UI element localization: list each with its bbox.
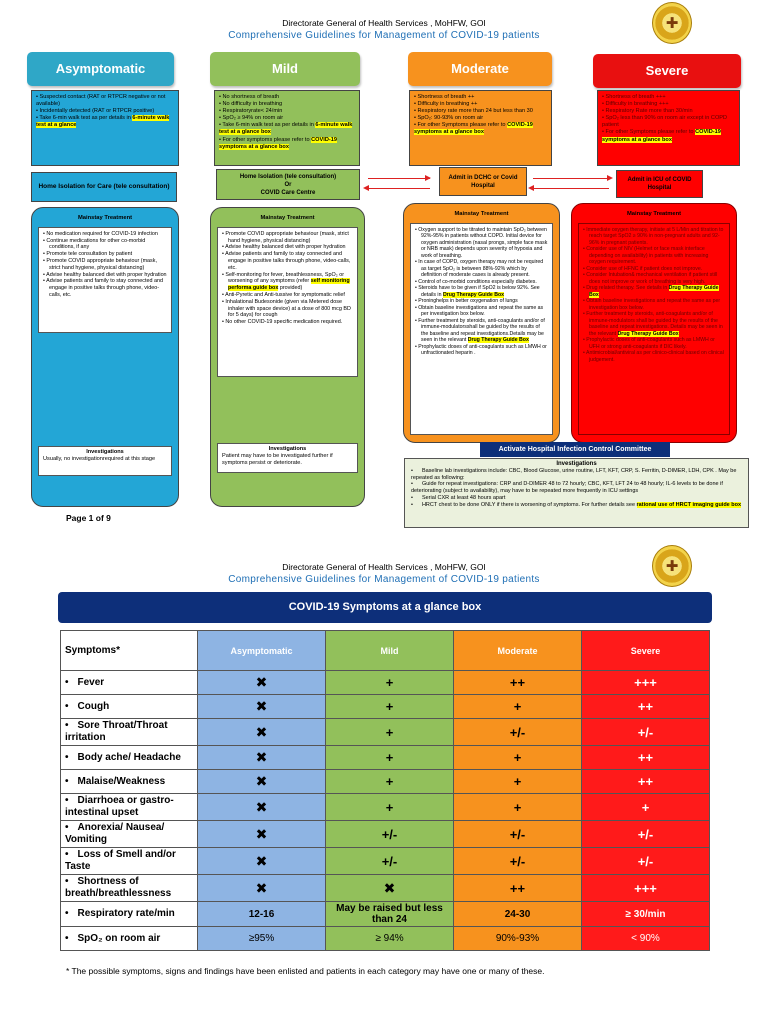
page2-subtitle: Comprehensive Guidelines for Management of COVID-19 patients bbox=[228, 574, 540, 585]
symptoms-mild: • No shortness of breath • No difficulty in breathing • Respiratoryrate< 24/min • SpO₂ ≥ 94% on room air • Take 6-min walk test as per details in 6-minute walk test at a glance box • For other symptoms please refer to COVID-19 symptoms at a glance box bbox=[214, 90, 360, 166]
table-cell: ✖ bbox=[198, 794, 326, 821]
table-cell: +++ bbox=[582, 875, 710, 902]
arrow-left-icon bbox=[368, 188, 430, 189]
table-cell: ✖ bbox=[198, 746, 326, 770]
arrow-right-icon bbox=[368, 178, 430, 179]
arrow-right-icon bbox=[533, 178, 609, 179]
table-cell: +/- bbox=[582, 821, 710, 848]
table-row bbox=[61, 695, 710, 719]
table-cell: ++ bbox=[454, 671, 582, 695]
table-cell: ++ bbox=[582, 746, 710, 770]
table-cell: May be raised but less than 24 bbox=[326, 902, 454, 927]
category-severe: Severe bbox=[593, 54, 741, 88]
symptoms-moderate: • Shortness of breath ++ • Difficulty in breathing ++ • Respiratory rate more than 24 but less than 30 • SpO₂: 90-93% on room air • For other Symptoms please refer to COVID-19 symptoms at a glance box bbox=[409, 90, 552, 166]
table-cell: + bbox=[326, 695, 454, 719]
table-cell: + bbox=[326, 719, 454, 746]
table-cell: +/- bbox=[454, 848, 582, 875]
table-row bbox=[61, 848, 710, 875]
footnote: * The possible symptoms, signs and findings have been enlisted and patients in each category may have one or many of these. bbox=[66, 966, 545, 976]
table-cell: < 90% bbox=[582, 927, 710, 951]
table-cell: + bbox=[454, 695, 582, 719]
treatment-severe: Mainstay Treatment • Immediate oxygen therapy, initiate at 5 L/Min and titration to reach target SpO2 ≥ 90% in non-pregnant adults and 92-96% in pregnant patients. • Consider use of NIV (Helmet or face mask interface depending on availability) in patients with increasing oxygen requirement. • Consider use of HFNC if patient does not improve. • Consider Intubation& mechanical ventilation if patient still does not improve or work of breathing is very high. • Drug related therapy. See details in Drug Therapy Guide Box • Obtain baseline investigations and repeat the same as per investigation box below. • Further treatment by steroids, anti-coagulants and/or of immune-modulators shall be guided by the results of the baseline and repeat investigations. Details may be seen in the relevant Drug Therapy Guide Box • Prophylactic doses of anti-coagulants such as LMWH or UFH or strong anti-coagulants if DIC likely. • Antimicrobial/antiviral as per clinico-clinical based on clinical judgement. bbox=[571, 203, 737, 443]
table-row-label: • Fever bbox=[61, 671, 198, 695]
table-cell: ✖ bbox=[198, 770, 326, 794]
symptoms-severe: • Shortness of breath +++ • Difficulty in breathing +++ • Respiratory Rate more than 30/min • SpO₂ less than 90% on room air except in COPD patient • For other Symptoms please refer to COVID-19 symptoms at a glance box bbox=[597, 90, 740, 166]
table-cell: ✖ bbox=[198, 848, 326, 875]
table-row-label: • SpO₂ on room air bbox=[61, 927, 198, 951]
emblem-icon: ✚ bbox=[652, 545, 692, 587]
treatment-moderate: Mainstay Treatment • Oxygen support to be titrated to maintain SpO₂ between 92%-95% in patients without COPD. Initial device for oxygen administration (nasal prongs, simple face mask or NRB mask) depends upon severity of hypoxia and work of breathing. • In case of COPD, oxygen therapy may not be required as target SpO₂ is between 88%-92% which by definition of moderate cases is already present. • Control of co-morbid conditions especially diabetes. • Steroids have to be given if SpO2 is below 92%. See details in Drug Therapy Guide Box • Proninghelps in better oxygenation of lungs • Obtain baseline investigations and repeat the same as per investigation box below. • Further treatment by steroids, anti-coagulants and/or of immune-modulatorsshall be guided by the results of the baseline and repeat investigations.Details may be seen in the relevant Drug Therapy Guide Box • Prophylactic doses of anti-coagulants such as LMWH or unfractionated heparin . bbox=[403, 203, 560, 443]
table-cell: +/- bbox=[582, 848, 710, 875]
table-cell: ✖ bbox=[198, 671, 326, 695]
table-cell: ++ bbox=[454, 875, 582, 902]
table-cell: + bbox=[326, 671, 454, 695]
table-header: Severe bbox=[582, 631, 710, 671]
table-row-label: • Body ache/ Headache bbox=[61, 746, 198, 770]
table-header: Asymptomatic bbox=[198, 631, 326, 671]
table-row-label: • Shortness of breath/breathlessness bbox=[61, 875, 198, 902]
table-cell: +/- bbox=[454, 821, 582, 848]
care-asymptomatic: Home Isolation for Care (tele consultation) bbox=[31, 172, 177, 202]
table-cell: ✖ bbox=[198, 695, 326, 719]
care-moderate: Admit in DCHC or Covid Hospital bbox=[439, 167, 527, 196]
category-moderate: Moderate bbox=[408, 52, 552, 86]
page1-subtitle: Comprehensive Guidelines for Management of COVID-19 patients bbox=[228, 30, 540, 41]
table-row bbox=[61, 875, 710, 902]
table-row-label: • Loss of Smell and/or Taste bbox=[61, 848, 198, 875]
emblem-icon: ✚ bbox=[652, 2, 692, 44]
table-header: Symptoms* bbox=[61, 631, 198, 671]
table-row bbox=[61, 794, 710, 821]
table-cell: ≥ 94% bbox=[326, 927, 454, 951]
table-row-label: • Sore Throat/Throat irritation bbox=[61, 719, 198, 746]
table-row bbox=[61, 719, 710, 746]
symptoms-banner: COVID-19 Symptoms at a glance box bbox=[58, 592, 712, 623]
symptoms-asymptomatic: • Suspected contact (RAT or RTPCR negative or not available) • Incidentally detected (RAT or RTPCR positive) • Take 6-min walk test as per details in 6-minute walk test at a glance bbox=[31, 90, 179, 166]
category-asymptomatic: Asymptomatic bbox=[27, 52, 174, 86]
table-cell: + bbox=[326, 794, 454, 821]
table-cell: 24-30 bbox=[454, 902, 582, 927]
page-number: Page 1 of 9 bbox=[66, 513, 111, 523]
table-row bbox=[61, 671, 710, 695]
symptoms-table bbox=[60, 630, 710, 951]
table-row-label: • Respiratory rate/min bbox=[61, 902, 198, 927]
arrowhead-icon bbox=[607, 175, 613, 181]
treatment-asymptomatic: Mainstay Treatment • No medication required for COVID-19 infection • Continue medications for other co-morbid conditions, if any • Promote tele consultation by patient • Promote COVID appropriate behaviour (mask, strict hand hygiene, physical distancing) • Advise healthy balanced diet with proper hydration • Advise patients and family to stay connected and engage in positive talks through phone, video-calls, etc. Investigations Usually, no investigationrequired at this stage bbox=[31, 207, 179, 507]
page2-header: Directorate General of Health Services , MoHFW, GOI bbox=[282, 562, 486, 572]
table-cell: +/- bbox=[326, 848, 454, 875]
table-row-label: • Diarrhoea or gastro-intestinal upset bbox=[61, 794, 198, 821]
table-cell: ≥ 30/min bbox=[582, 902, 710, 927]
table-row-label: • Cough bbox=[61, 695, 198, 719]
table-header: Mild bbox=[326, 631, 454, 671]
page1-header: Directorate General of Health Services , MoHFW, GOI bbox=[282, 18, 486, 28]
table-cell: +++ bbox=[582, 671, 710, 695]
table-cell: + bbox=[326, 770, 454, 794]
category-mild: Mild bbox=[210, 52, 360, 86]
table-cell: ✖ bbox=[198, 875, 326, 902]
arrowhead-icon bbox=[363, 185, 369, 191]
table-cell: +/- bbox=[454, 719, 582, 746]
activate-committee-banner: Activate Hospital Infection Control Committee bbox=[480, 442, 670, 457]
arrowhead-icon bbox=[528, 185, 534, 191]
table-cell: ++ bbox=[582, 695, 710, 719]
table-cell: 90%-93% bbox=[454, 927, 582, 951]
table-row bbox=[61, 821, 710, 848]
table-cell: ✖ bbox=[198, 719, 326, 746]
table-row bbox=[61, 746, 710, 770]
table-cell: + bbox=[454, 770, 582, 794]
table-cell: + bbox=[326, 746, 454, 770]
table-cell: + bbox=[582, 794, 710, 821]
table-cell: +/- bbox=[326, 821, 454, 848]
table-row bbox=[61, 770, 710, 794]
table-cell: ++ bbox=[582, 770, 710, 794]
arrowhead-icon bbox=[425, 175, 431, 181]
table-cell: 12-16 bbox=[198, 902, 326, 927]
table-cell: ✖ bbox=[198, 821, 326, 848]
table-row-label: • Anorexia/ Nausea/ Vomiting bbox=[61, 821, 198, 848]
table-row-label: • Malaise/Weakness bbox=[61, 770, 198, 794]
table-cell: +/- bbox=[582, 719, 710, 746]
table-cell: + bbox=[454, 794, 582, 821]
arrow-left-icon bbox=[533, 188, 609, 189]
care-mild: Home Isolation (tele consultation) Or COVID Care Centre bbox=[216, 169, 360, 200]
table-cell: ✖ bbox=[326, 875, 454, 902]
table-header: Moderate bbox=[454, 631, 582, 671]
table-cell: + bbox=[454, 746, 582, 770]
table-cell: ≥95% bbox=[198, 927, 326, 951]
investigations-box: Investigations • Baseline lab investigations include: CBC, Blood Glucose, urine routine, LFT, KFT, CRP, S. Ferritin, D-DIMER, LDH, CPK . May be repeated as following: • Guide for repeat investigations: CRP and D-DIMER 48 to 72 hourly; CBC, KFT, LFT 24 to 48 hourly; IL-6 levels to be done if deteriorating (subject to availability), may have to be repeated more frequently in ICU settings • Serial CXR at least 48 hours apart • HRCT chest to be done ONLY if there is worsening of symptoms. For further details see rational use of HRCT imaging guide box bbox=[404, 458, 749, 528]
treatment-mild: Mainstay Treatment • Promote COVID appropriate behaviour (mask, strict hand hygiene, physical distancing) • Advise healthy balanced diet with proper hydration • Advise patients and family to stay connected and engage in positive talks through phone, video-calls, etc. • Self-monitoring for fever, breathlessness, SpO₂ or worsening of any symptoms (refer self monitoring performa guide box provided) • Anti-Pyretic and Anti-tussive for symptomatic relief • Inhalational Budesonide (given via Metered dose inhaler with space device) at a dose of 800 mcg BD for 5 days) for cough • No other COVID-19 specific medication required. Investigations Patient may have to be investigated further if symptoms persist or deteriorate. bbox=[210, 207, 365, 507]
care-severe: Admit in ICU of COVID Hospital bbox=[616, 170, 703, 198]
